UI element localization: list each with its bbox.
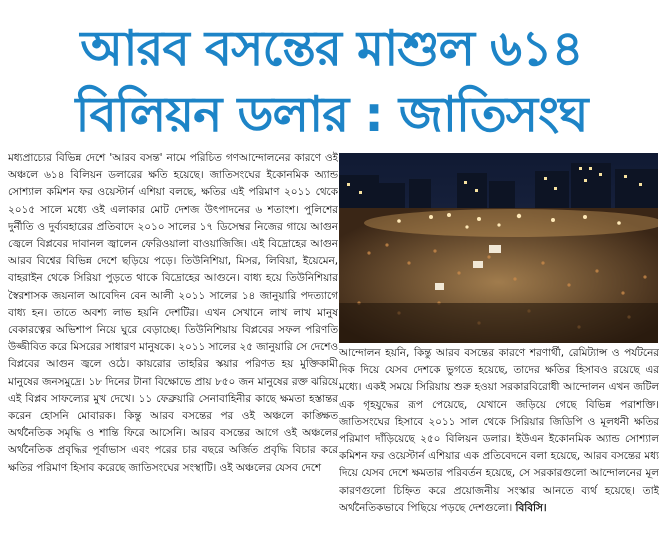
night-crowd-square-photo — [339, 153, 658, 343]
article-right-text: আন্দোলন হয়নি, কিন্তু আরব বসন্তের কারণে শরণার্থী, রেমিট্যান্স ও পর্যটনের দিক দিয়ে যেসব দেশকে ভুগতে হয়েছে, তাদের ক্ষতির হিসাবও রয়েছে এর মধ্যে। একই সময়ে সিরিয়ায় শুরু হওয়া সরকারবিরোধী আন্দোলন এখন জটিল এক গৃহযুদ্ধের রূপ পেয়েছে, যেখানে জড়িয়ে গেছে বিভিন্ন পরাশক্তি। জাতিসংঘের হিসাবে ২০১১ সাল থেকে সিরিয়ার জিডিপি ও মূলধনী ক্ষতির পরিমাণ দাঁড়িয়েছে ২৫০ বিলিয়ন ডলার। ইউএন ইকোনমিক অ্যান্ড সোশ্যাল কমিশন ফর ওয়েস্টার্ন এশিয়ার এক প্রতিবেদনে বলা হয়েছে, আরব বসন্তের মধ্য দিয়ে যেসব দেশে ক্ষমতার পরিবর্তন হয়েছে, সে সরকারগুলো আন্দোলনের মূল কারণগুলো চিহ্নিত করে প্রয়োজনীয় সংস্কার আনতে ব্যর্থ হয়েছে। তাই অর্থনৈতিকভাবে পিছিয়ে পড়ছে দেশগুলো। — [339, 347, 659, 514]
headline — [0, 0, 663, 150]
news-photo — [339, 153, 658, 343]
article-right-column — [339, 345, 659, 557]
headline-line-1: আরব বসন্তের মাশুল ৬১৪ — [80, 20, 583, 77]
source-tag: বিবিসি। — [515, 501, 547, 514]
headline-line-2: বিলিয়ন ডলার : জাতিসংঘ — [75, 86, 588, 143]
article-left-text: মধ্যপ্রাচ্যের বিভিন্ন দেশে 'আরব বসন্ত' নামে পরিচিত গণআন্দোলনের কারণে ওই অঞ্চলে ৬১৪ বিলিয়ন ডলারের ক্ষতি হয়েছে। জাতিসংঘের ইকোনমিক অ্যান্ড সোশ্যাল কমিশন ফর ওয়েস্টার্ন এশিয়া বলছে, ক্ষতির এই পরিমাণ ২০১১ থেকে ২০১৫ সালে মধ্যে ওই এলাকার মোট দেশজ উৎপাদনের ৬ শতাংশ। পুলিশের দুর্নীতি ও দুর্ব্যবহারের প্রতিবাদে ২০১০ সালের ১৭ ডিসেম্বর নিজের গায়ে আগুন জ্বেলে বিপ্লবের দাবানল জ্বালেন ফেরিওয়ালা বাওয়াজিজি। এই বিদ্রোহের আগুন আরব বিশ্বের বিভিন্ন দেশে ছড়িয়ে পড়ে। তিউনিশিয়া, মিসর, লিবিয়া, ইয়েমেন, বাহরাইন থেকে সিরিয়া পুড়তে থাকে বিদ্রোহের আগুনে। বাধ্য হয়ে তিউনিশিয়ার স্বৈরশাসক জয়নাল আবেদিন বেন আলী ২০১১ সালের ১৪ জানুয়ারি পদত্যাগে বাধ্য হন। তাতে অবশ্য লাভ হয়নি দেশটির। এখন সেখানে লাখ লাখ মানুষ বেকারত্বের অভিশাপ নিয়ে ঘুরে বেড়াচ্ছে। তিউনিশিয়ায় বিপ্লবের সফল পরিণতি উজ্জীবিত করে মিসরের সাধারণ মানুষকে। ২০১১ সালের ২৫ জানুয়ারি সে দেশেও বিপ্লবের আগুন জ্বলে ওঠে। কায়রোর তাহরির স্কয়ার পরিণত হয় মুক্তিকামী মানুষের জনসমুদ্রে। ১৮ দিনের টানা বিক্ষোভে প্রায় ৮৫০ জন মানুষের রক্ত ঝরিয়ে এই বিপ্লব সাফল্যের মুখ দেখে। ১১ ফেব্রুয়ারি সেনাবাহিনীর কাছে ক্ষমতা হস্তান্তর করেন হোসনি মোবারক। কিন্তু আরব বসন্তের পর ওই অঞ্চলে কাঙ্ক্ষিত অর্থনৈতিক সমৃদ্ধি ও শান্তি ফিরে আসেনি। আরব বসন্তের আগে ওই অঞ্চলের অর্থনৈতিক প্রবৃদ্ধির পূর্বাভাস এবং পরের চার বছরে অর্জিত প্রবৃদ্ধি বিচার করে ক্ষতির পরিমাণ হিসাব করেছে জাতিসংঘের সংস্থাটি। ওই অঞ্চলের যেসব দেশে — [8, 152, 338, 474]
article-left-column — [8, 150, 338, 556]
